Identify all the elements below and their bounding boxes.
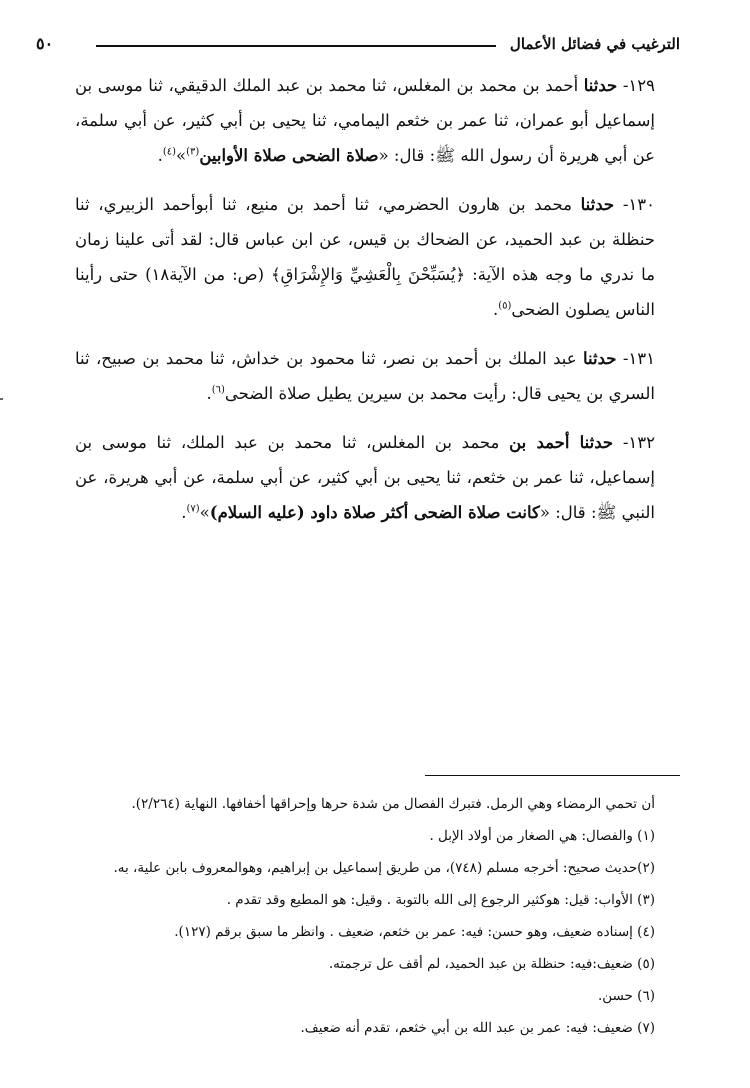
hadith-text: محمد بن المغلس، ثنا محمد بن عبد الملك، ثنا موسى بن إسماعيل، ثنا عمر بن خثعم، ثنا يحيى بن أبي كثير، عن أبي سلمة، عن أبي هريرة، عن النبي ﷺ: قال: « [75,433,655,522]
footnote-4: (٤) إسناده ضعيف، وهو حسن: فيه: عمر بن خثعم، ضعيف . وانظر ما سبق برقم (١٢٧). [174,924,655,940]
quote-close: » [176,146,187,165]
main-text [75,68,655,544]
footnote-7: (٧) ضعيف: فيه: عمر بن عبد الله بن أبي خثعم، تقدم أنه ضعيف. [300,1020,655,1036]
period: . [492,300,499,319]
footnote-ref: (٤) [162,146,177,158]
hadith-quote: كانت صلاة الضحى أكثر صلاة داود (عليه السلام) [209,503,540,522]
hadith-text: عبد الملك بن أحمد بن نصر، ثنا محمود بن خداش، ثنا محمد بن صبيح، ثنا السري بن يحيى قال: رأيت محمد بن سيرين يطيل صلاة الضحى [75,349,655,403]
hadith-keyword: حدثنا أحمد بن [509,433,614,452]
hadith-131 [75,341,655,411]
footnote-continued: أن تحمي الرمضاء وهي الرمل. فتبرك الفصال من شدة حرها وإحراقها أخفافها. النهاية (٢/٢٦٤). [131,796,655,812]
header-rule [96,45,496,47]
hadith-keyword: حدثنا [582,349,617,368]
hadith-keyword: حدثنا [583,76,618,95]
footnote-ref: (٧) [186,503,200,515]
quote-close: » [199,503,210,522]
page-number: ٥٠ [36,34,54,53]
footnote-6: (٦) حسن. [597,988,655,1004]
running-header [36,34,680,58]
hadith-number: ١٢٩- [622,76,655,95]
margin-mark [0,398,3,400]
hadith-keyword: حدثنا [580,195,615,214]
footnote-ref: (٥) [498,300,512,312]
footnote-ref: (٣) [186,146,200,158]
period: . [157,146,163,165]
hadith-text: محمد بن هارون الحضرمي، ثنا أحمد بن منيع، ثنا أبوأحمد الزبيري، ثنا حنظلة بن عبد الحميد، عن الضحاك بن قيس، عن ابن عباس قال: لقد أتى علينا زمان ما ندري ما وجه هذه الآية: ﴿يُسَبِّحْنَ بِالْعَشِيِّ وَالإِشْرَاقِ﴾ (ص: من الآية١٨) حتى رأينا الناس يصلون الضحى [75,195,656,319]
footnotes [65,788,655,1044]
hadith-130 [75,187,655,327]
period: . [206,384,212,403]
footnote-3: (٣) الأواب: قيل: هوكثير الرجوع إلى الله بالتوبة . وقيل: هو المطيع وقد تقدم . [226,892,655,908]
hadith-129 [75,68,655,173]
footnote-separator [425,775,680,776]
hadith-text: أحمد بن محمد بن المغلس، ثنا محمد بن عبد الملك الدقيقي، ثنا موسى بن إسماعيل أبو عمران، ثنا عمر بن خثعم اليمامي، ثنا يحيى بن أبي كثير، عن أبي سلمة، عن أبي هريرة أن رسول الله ﷺ: قال: « [75,76,655,165]
footnote-5: (٥) ضعيف:فيه: حنظلة بن عبد الحميد، لم أقف عل ترجمته. [328,956,655,972]
hadith-quote: صلاة الضحى صلاة الأوابين [199,146,379,165]
hadith-number: ١٣٢- [622,433,655,452]
footnote-2: (٢)حديث صحيح: أخرجه مسلم (٧٤٨)، من طريق إسماعيل بن إبراهيم، وهوالمعروف بابن علية، به. [113,860,655,876]
hadith-number: ١٣١- [622,349,655,368]
footnote-ref: (٦) [211,384,225,396]
header-title: الترغيب في فضائل الأعمال [509,35,680,53]
footnote-1: (١) والفصال: هي الصغار من أولاد الإبل . [429,828,655,844]
period: . [181,503,187,522]
hadith-132 [75,425,655,530]
hadith-number: ١٣٠- [622,195,655,214]
